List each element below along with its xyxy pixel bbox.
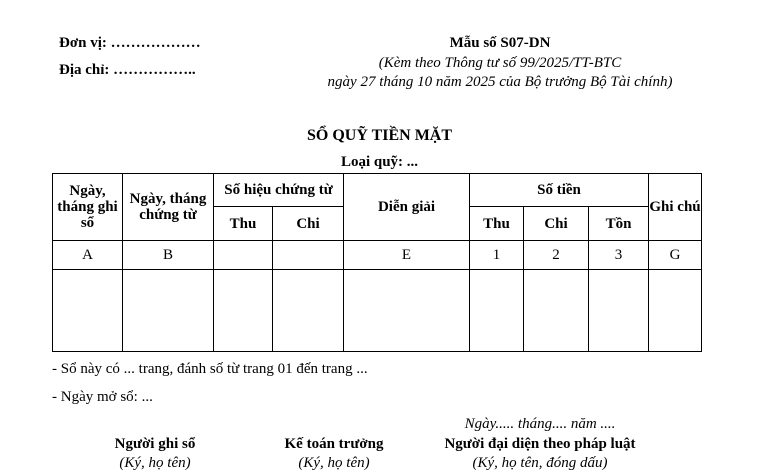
code-cell: 3 <box>589 241 649 270</box>
page-title: SỔ QUỸ TIỀN MẶT <box>306 127 453 144</box>
code-cell: 2 <box>524 241 589 270</box>
entry-amount-out[interactable] <box>524 270 589 352</box>
form-reference-line2: ngày 27 tháng 10 năm 2025 của Bộ trưởng Bộ Tài chính) <box>327 74 673 90</box>
header-description: Diễn giải <box>344 174 470 241</box>
legal-representative-title: Người đại diện theo pháp luật <box>444 436 636 452</box>
code-cell <box>273 241 344 270</box>
header-voucher-in: Thu <box>214 207 273 241</box>
header-voucher-number: Số hiệu chứng từ <box>214 174 344 207</box>
header-voucher-date: Ngày, tháng chứng từ <box>123 174 214 241</box>
entry-amount-in[interactable] <box>470 270 524 352</box>
header-note: Ghi chú <box>649 174 702 241</box>
unit-label: Đơn vị: ……………… <box>59 35 201 51</box>
column-code-row <box>53 241 702 270</box>
recorder-title: Người ghi sổ <box>114 436 196 452</box>
entry-description[interactable] <box>344 270 470 352</box>
entry-record-date[interactable] <box>53 270 123 352</box>
form-number: Mẫu số S07-DN <box>449 35 551 51</box>
recorder-hint: (Ký, họ tên) <box>119 455 191 471</box>
table-row <box>53 270 702 352</box>
code-cell: B <box>123 241 214 270</box>
header-record-date: Ngày, tháng ghi sổ <box>53 174 123 241</box>
code-cell: 1 <box>470 241 524 270</box>
entry-voucher-date[interactable] <box>123 270 214 352</box>
address-label: Địa chỉ: …………….. <box>59 62 196 78</box>
header-amount-balance: Tồn <box>589 207 649 241</box>
entry-note[interactable] <box>649 270 702 352</box>
entry-amount-balance[interactable] <box>589 270 649 352</box>
header-amount-in: Thu <box>470 207 524 241</box>
legal-representative-hint: (Ký, họ tên, đóng dấu) <box>472 455 608 471</box>
chief-accountant-title: Kế toán trưởng <box>284 436 384 452</box>
chief-accountant-hint: (Ký, họ tên) <box>298 455 370 471</box>
code-cell: G <box>649 241 702 270</box>
header-voucher-out: Chi <box>273 207 344 241</box>
code-cell <box>214 241 273 270</box>
header-amount: Số tiền <box>470 174 649 207</box>
entry-voucher-in[interactable] <box>214 270 273 352</box>
code-cell: E <box>344 241 470 270</box>
page-count-note: - Sổ này có ... trang, đánh số từ trang 01 đến trang ... <box>52 361 368 377</box>
open-date-note: - Ngày mở sổ: ... <box>52 389 153 405</box>
entry-voucher-out[interactable] <box>273 270 344 352</box>
signature-date-line: Ngày..... tháng.... năm .... <box>464 416 616 432</box>
form-reference-line1: (Kèm theo Thông tư số 99/2025/TT-BTC <box>378 55 622 71</box>
fund-type-label: Loại quỹ: ... <box>340 154 419 170</box>
cash-ledger-table <box>52 173 702 352</box>
code-cell: A <box>53 241 123 270</box>
header-amount-out: Chi <box>524 207 589 241</box>
